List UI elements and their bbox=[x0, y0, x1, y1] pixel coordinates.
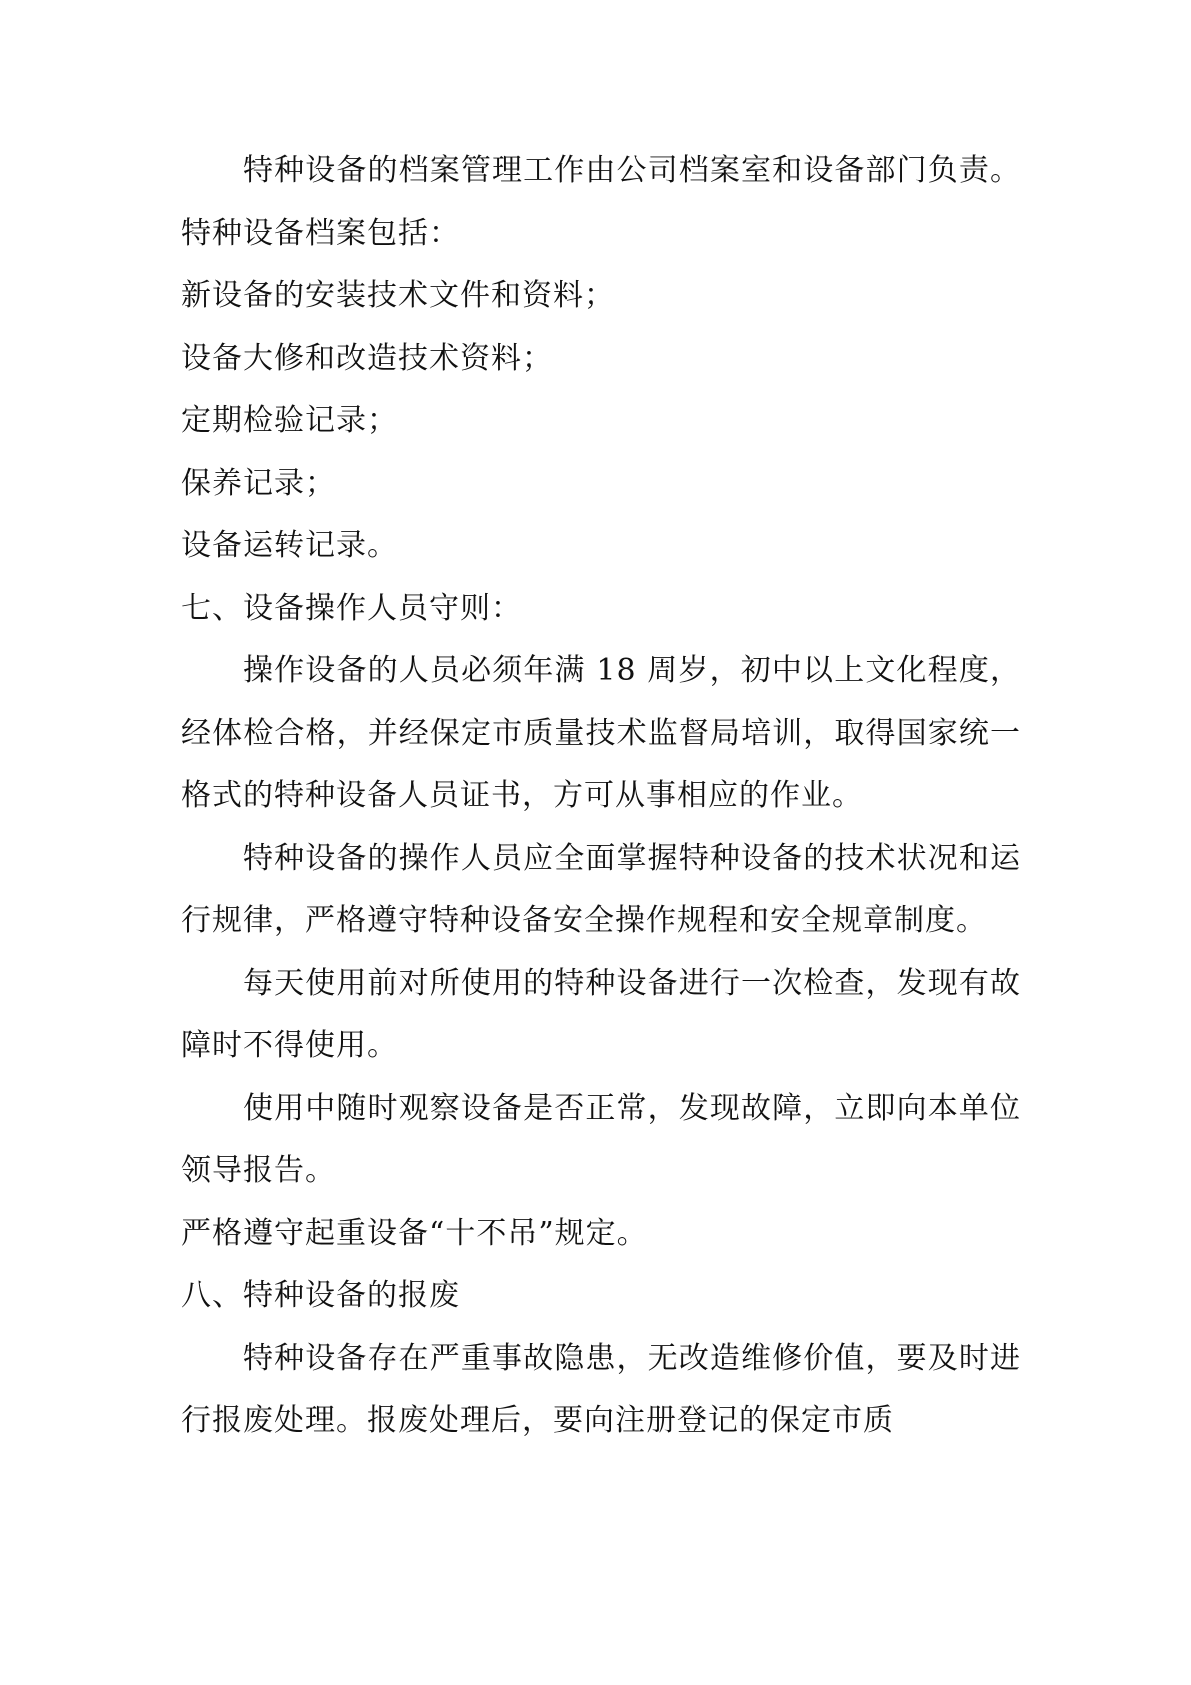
paragraph-rule-2: 特种设备的操作人员应全面掌握特种设备的技术状况和运行规律，严格遵守特种设备安全操作规程和安全规章制度。 bbox=[181, 840, 1021, 938]
paragraph-rule-1: 操作设备的人员必须年满 18 周岁，初中以上文化程度，经体检合格，并经保定市质量技术监督局培训，取得国家统一格式的特种设备人员证书，方可从事相应的作业。 bbox=[181, 653, 1021, 813]
paragraph-archive-intro: 特种设备的档案管理工作由公司档案室和设备部门负责。特种设备档案包括： bbox=[181, 153, 1021, 251]
paragraph-archive-item-4: 保养记录； bbox=[181, 465, 336, 501]
paragraph-archive-item-1: 新设备的安装技术文件和资料； bbox=[181, 278, 615, 313]
paragraph-archive-item-3: 定期检验记录； bbox=[181, 403, 398, 438]
section-heading-8: 八、特种设备的报废 bbox=[181, 1278, 460, 1313]
paragraph-rule-3: 每天使用前对所使用的特种设备进行一次检查，发现有故障时不得使用。 bbox=[181, 965, 1021, 1063]
paragraph-archive-item-5: 设备运转记录。 bbox=[181, 528, 398, 563]
paragraph-rule-5: 严格遵守起重设备“十不吊”规定。 bbox=[181, 1215, 648, 1251]
document-body bbox=[181, 140, 1021, 1453]
paragraph-rule-4: 使用中随时观察设备是否正常，发现故障，立即向本单位领导报告。 bbox=[181, 1090, 1021, 1188]
paragraph-archive-item-2: 设备大修和改造技术资料； bbox=[181, 340, 553, 376]
paragraph-scrap-1: 特种设备存在严重事故隐患，无改造维修价值，要及时进行报废处理。报废处理后，要向注册登记的保定市质 bbox=[181, 1340, 1021, 1438]
section-heading-7: 七、设备操作人员守则： bbox=[181, 590, 522, 626]
